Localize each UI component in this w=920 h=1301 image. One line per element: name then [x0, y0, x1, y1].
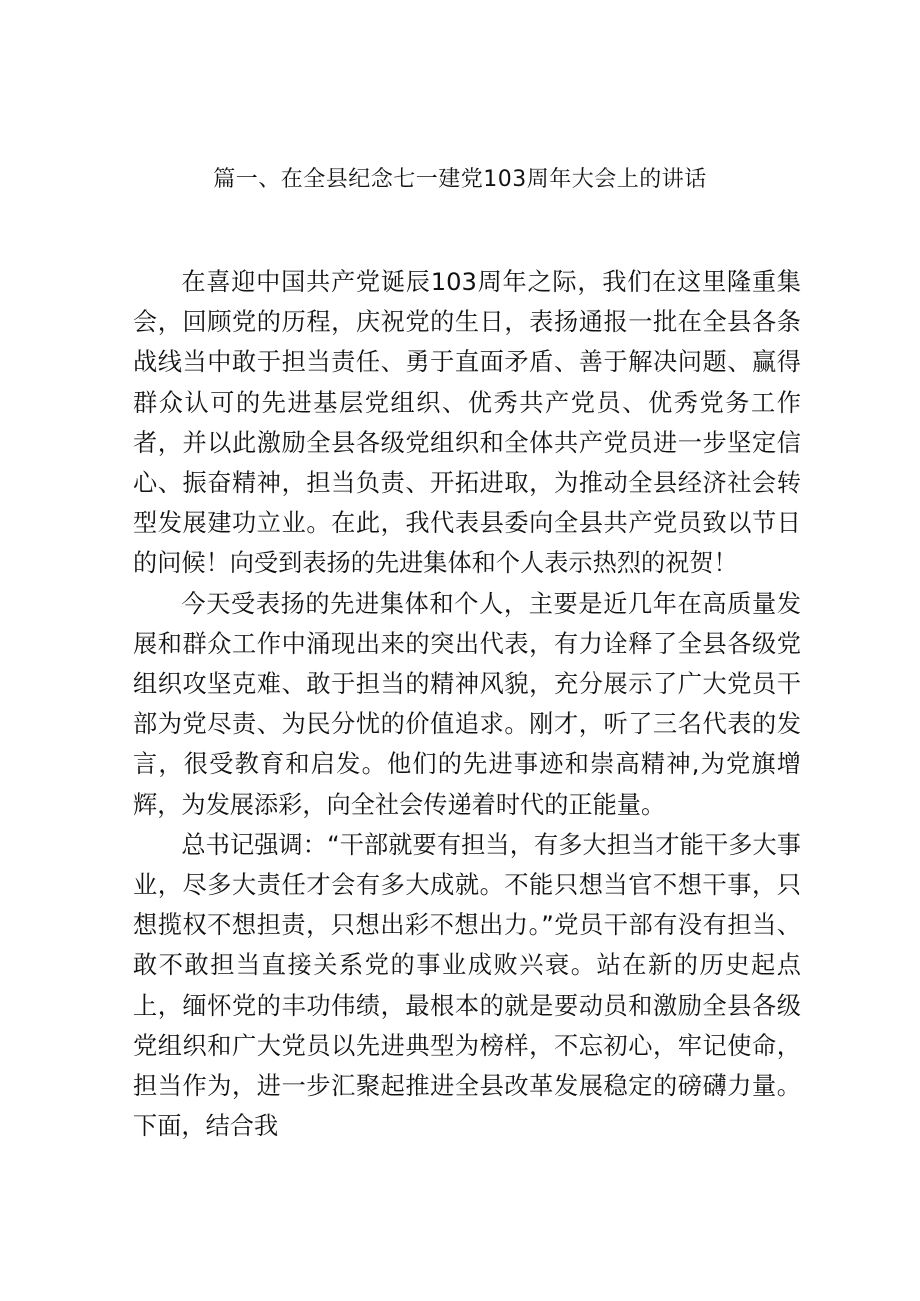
document-body [133, 262, 801, 1146]
paragraph-1: 在喜迎中国共产党诞辰103周年之际，我们在这里隆重集会，回顾党的历程，庆祝党的生日，表扬通报一批在全县各条战线当中敢于担当责任、勇于直面矛盾、善于解决问题、赢得群众认可的先进基层党组织、优秀共产党员、优秀党务工作者，并以此激励全县各级党组织和全体共产党员进一步坚定信心、振奋精神，担当负责、开拓进取，为推动全县经济社会转型发展建功立业。在此，我代表县委向全县共产党员致以节日的问候！向受到表扬的先进集体和个人表示热烈的祝贺！ [133, 268, 801, 578]
paragraph-2: 今天受表扬的先进集体和个人，主要是近几年在高质量发展和群众工作中涌现出来的突出代表，有力诠释了全县各级党组织攻坚克难、敢于担当的精神风貌，充分展示了广大党员干部为党尽责、为民分忧的价值追求。刚才，听了三名代表的发言，很受教育和启发。他们的先进事迹和崇高精神,为党旗增辉，为发展添彩，向全社会传递着时代的正能量。 [133, 589, 801, 819]
document-title: 篇一、在全县纪念七一建党103周年大会上的讲话 [213, 167, 707, 192]
paragraph-3: 总书记强调：“干部就要有担当，有多大担当才能干多大事业，尽多大责任才会有多大成就。不能只想当官不想干事，只想揽权不想担责，只想出彩不想出力。”党员干部有没有担当、敢不敢担当直接关系党的事业成败兴衰。站在新的历史起点上，缅怀党的丰功伟绩，最根本的就是要动员和激励全县各级党组织和广大党员以先进典型为榜样，不忘初心，牢记使命，担当作为，进一步汇聚起推进全县改革发展稳定的磅礴力量。下面，结合我 [133, 830, 801, 1141]
